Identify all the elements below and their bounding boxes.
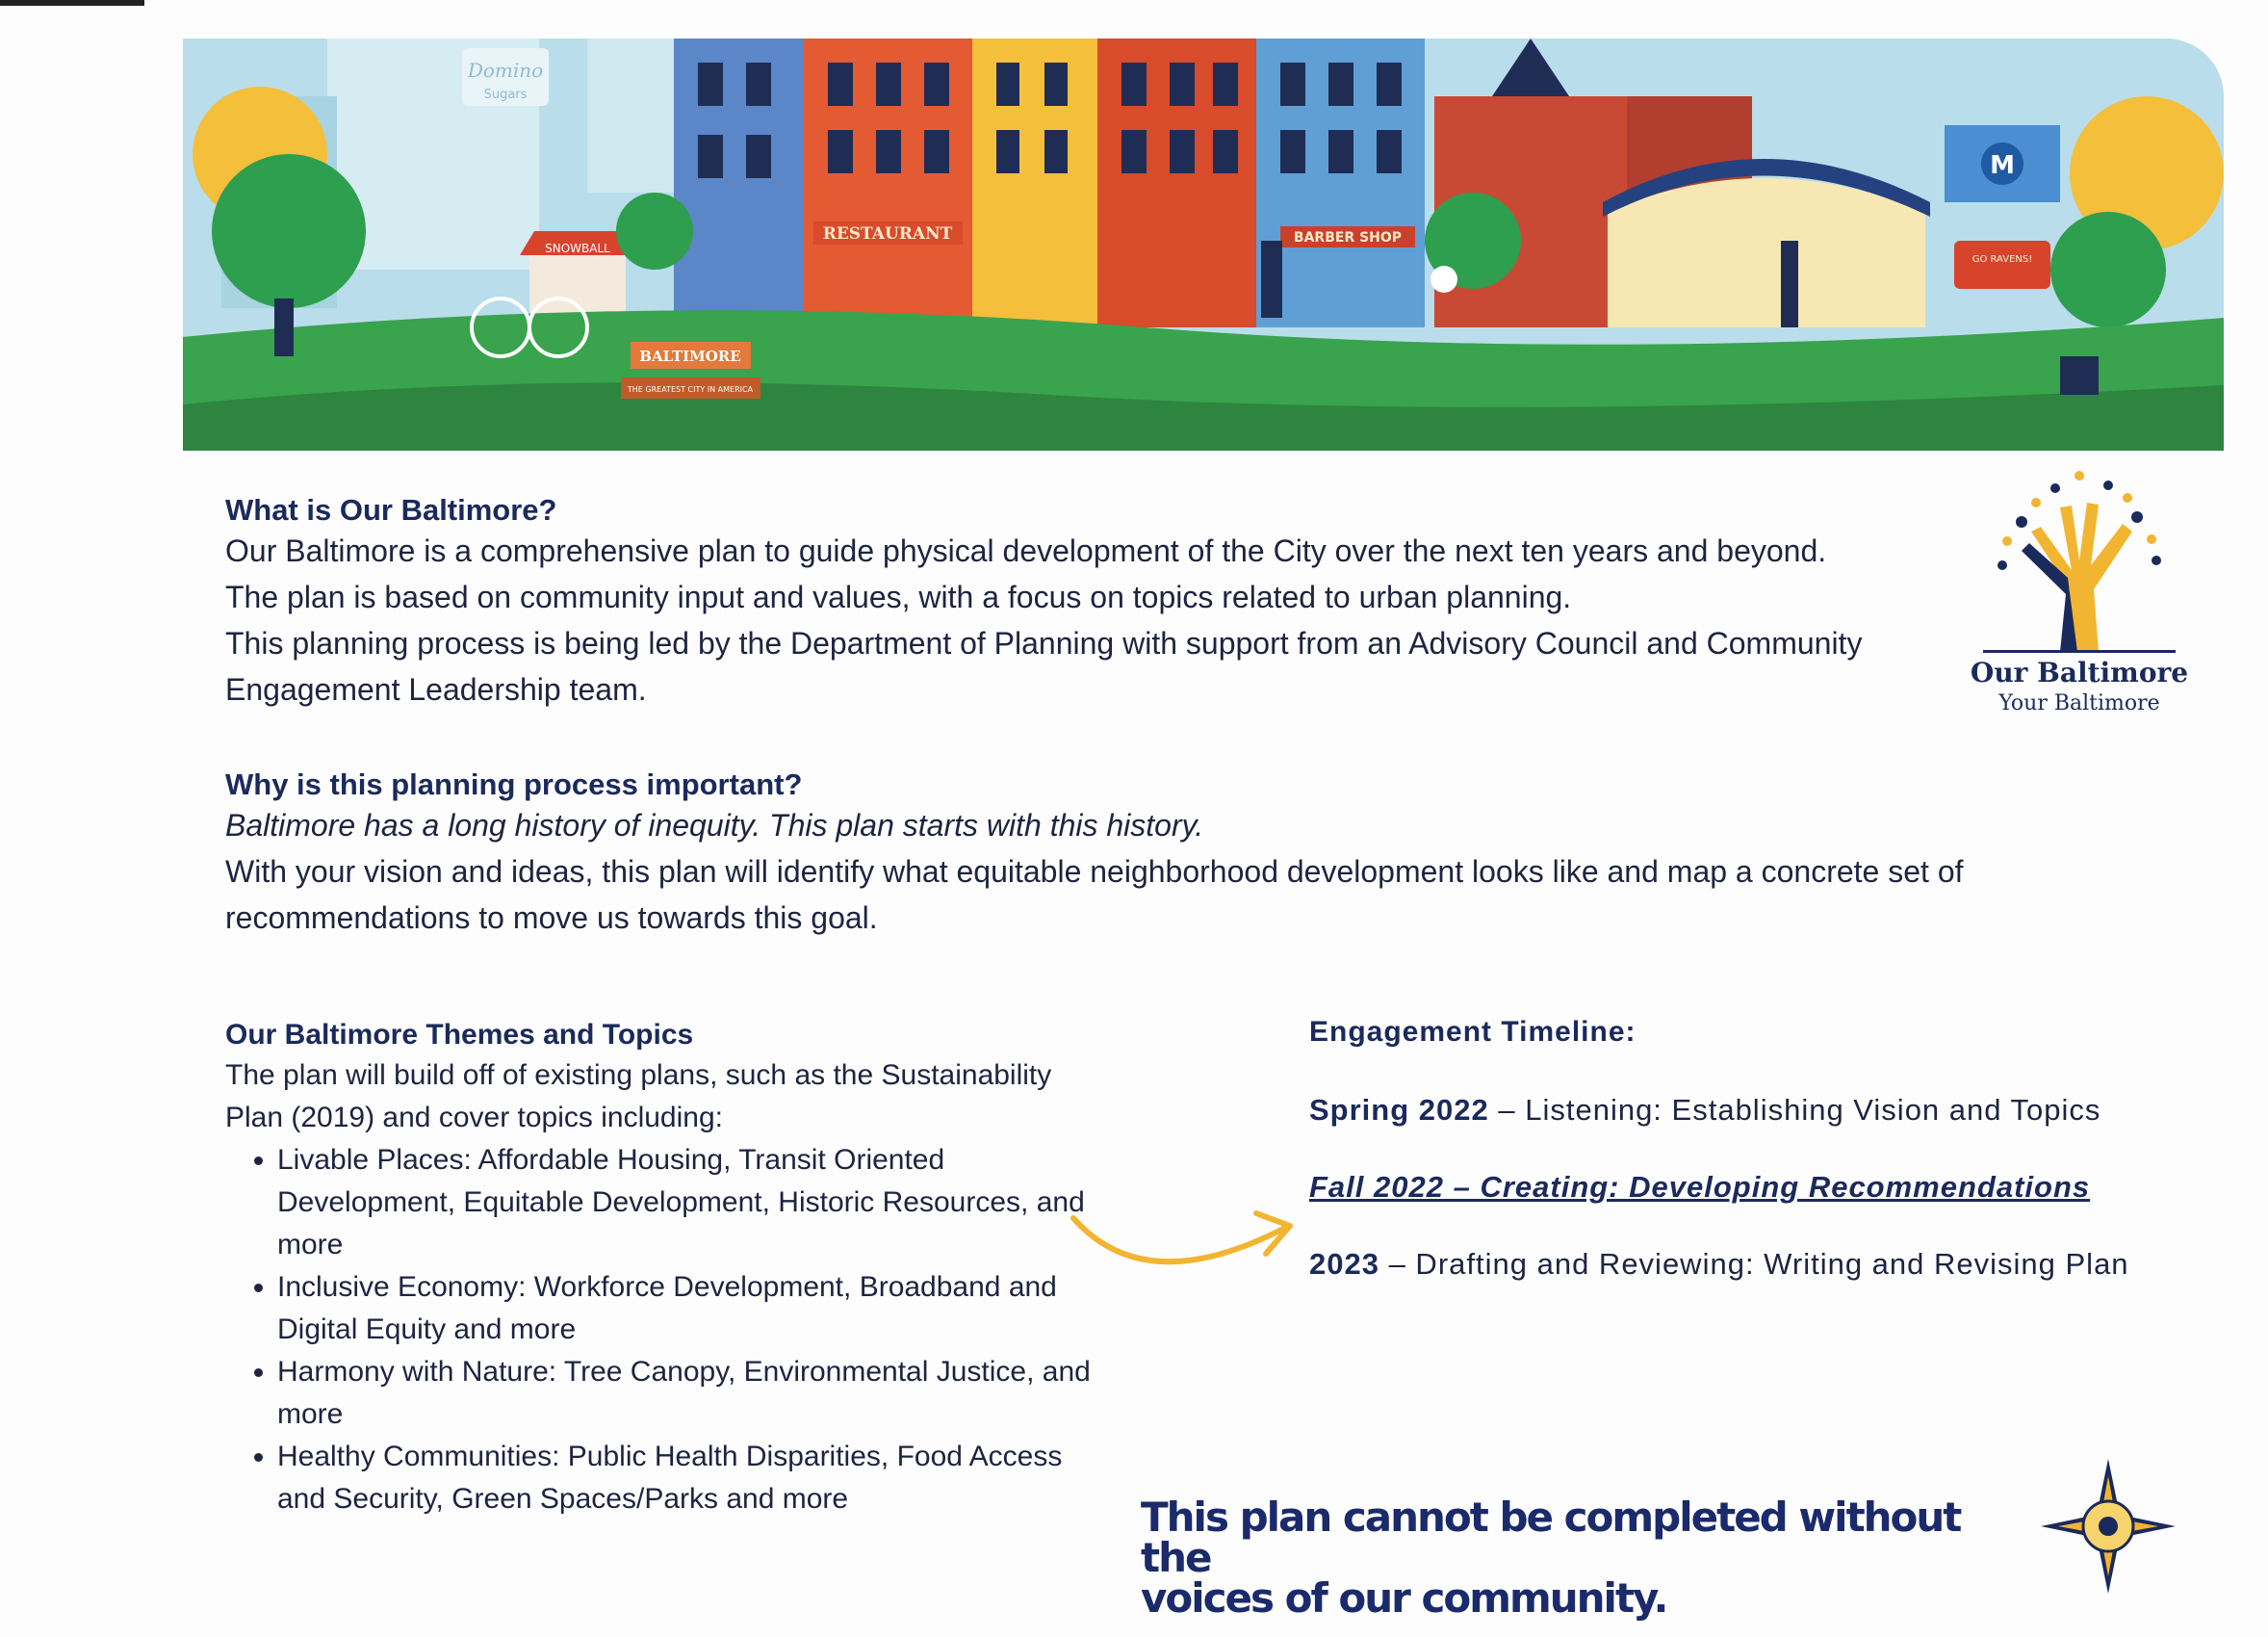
restaurant-sign: RESTAURANT [822, 224, 953, 244]
barbershop-sign: BARBER SHOP [1293, 230, 1403, 246]
timeline-period: Spring 2022 [1309, 1093, 1489, 1127]
domino-text: Domino [467, 59, 544, 82]
engagement-timeline [1309, 1016, 2224, 1305]
timeline-text: – Drafting and Reviewing: Writing and Revising Plan [1379, 1247, 2129, 1281]
what-is-line-2: The plan is based on community input and values, with a focus on topics related to urban planning. [225, 580, 1572, 614]
our-baltimore-logo [1964, 464, 2195, 724]
curved-arrow-icon [1059, 1175, 1309, 1281]
timeline-row-2023 [1309, 1247, 2129, 1282]
theme-item-harmony-nature: • Harmony with Nature: Tree Canopy, Environmental Justice, and more [277, 1351, 1111, 1436]
city-illustration-banner [183, 39, 2224, 451]
metro-sign: M [1990, 151, 2015, 180]
sugars-text: Sugars [483, 88, 528, 102]
theme-item-inclusive-economy: • Inclusive Economy: Workforce Development, Broadband and Digital Equity and more [277, 1266, 1111, 1351]
theme-item-livable-places: • Livable Places: Affordable Housing, Transit Oriented Development, Equitable Development, Historic Resources, and more [277, 1139, 1111, 1266]
themes-heading: Our Baltimore Themes and Topics [225, 1019, 694, 1051]
timeline-row-fall-2022-current: Fall 2022 – Creating: Developing Recommendations [1309, 1170, 2091, 1204]
cta-line-1: This plan cannot be completed without the [1141, 1494, 1961, 1581]
themes-section [225, 1016, 1111, 1520]
tree-hand-icon [1964, 464, 2195, 657]
why-intro: Baltimore has a long history of inequity. This plan starts with this history. [225, 808, 1204, 843]
why-important-section [225, 767, 2131, 941]
themes-intro: The plan will build off of existing plans, such as the Sustainability Plan (2019) and cover topics including: [225, 1059, 1052, 1133]
scan-edge-mark [0, 0, 144, 6]
logo-tagline: Your Baltimore [1998, 691, 2160, 715]
what-is-line-3: This planning process is being led by the Department of Planning with support from an Advisory Council and Community Engagement Leadership team. [225, 626, 1863, 707]
what-is-section [225, 493, 1977, 713]
snowball-sign: SNOWBALL [545, 242, 610, 255]
why-heading: Why is this planning process important? [225, 767, 803, 801]
what-is-line-1: Our Baltimore is a comprehensive plan to guide physical development of the City over the next ten years and beyond. [225, 533, 1827, 568]
domino-sugars-sign [462, 48, 549, 106]
department-seal-icon [2041, 1459, 2176, 1594]
why-body: With your vision and ideas, this plan will identify what equitable neighborhood development looks like and map a concrete set of recommendations to move us towards this goal. [225, 854, 1964, 935]
theme-item-healthy-communities: • Healthy Communities: Public Health Disparities, Food Access and Security, Green Spaces/Parks and more [277, 1436, 1111, 1520]
bench-sign: BALTIMORE [639, 348, 741, 365]
timeline-period: 2023 [1309, 1247, 1379, 1281]
bench-subtitle: THE GREATEST CITY IN AMERICA [627, 385, 754, 394]
timeline-row-spring-2022 [1309, 1093, 2100, 1128]
call-to-action [1141, 1494, 2007, 1622]
cta-line-2: voices of our community. [1141, 1574, 1667, 1622]
themes-list [225, 1139, 1111, 1520]
logo-name: Our Baltimore [1970, 657, 2189, 689]
timeline-heading: Engagement Timeline: [1309, 1016, 1637, 1048]
bus-sign: GO RAVENS! [1972, 254, 2033, 265]
timeline-text: – Listening: Establishing Vision and Topics [1488, 1093, 2101, 1127]
what-is-heading: What is Our Baltimore? [225, 493, 557, 527]
